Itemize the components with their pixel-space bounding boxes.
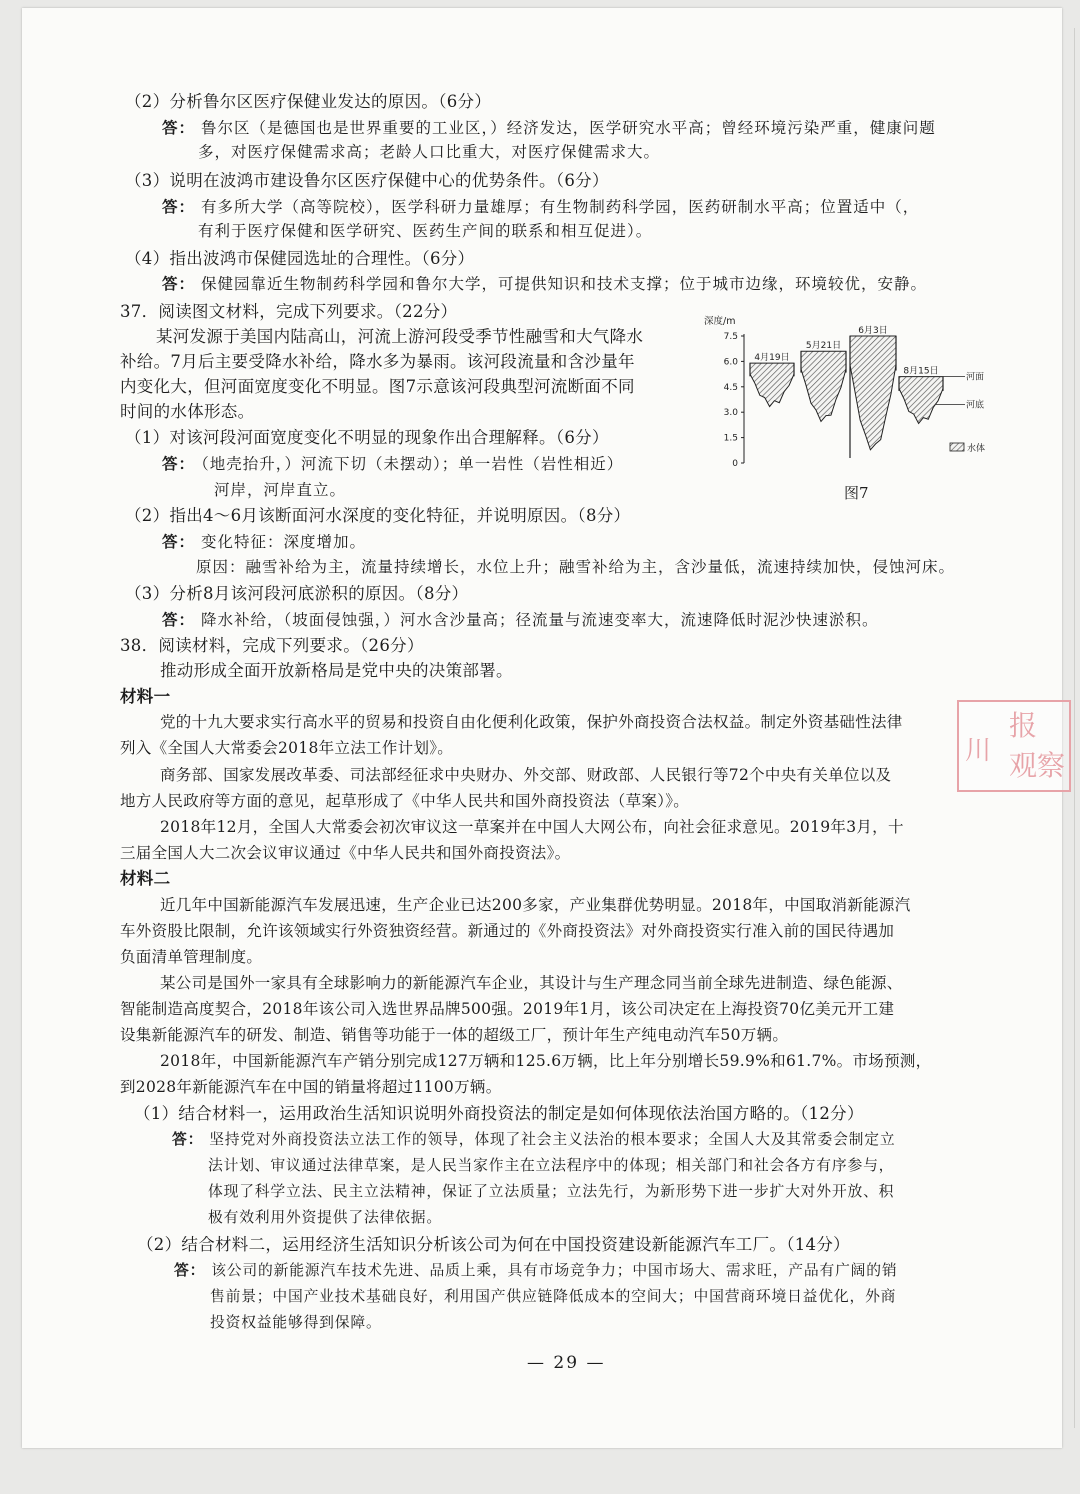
answer-label: 答： — [174, 1262, 206, 1279]
watermark-char: 川 — [965, 736, 992, 766]
material-2-line: 智能制造高度契合，2018年该公司入选世界品牌500强。2019年1月，该公司决定在上海投资70亿美元开工建 — [120, 1000, 895, 1018]
watermark-char: 报 — [1009, 709, 1038, 742]
y-axis-label: 深度/m — [704, 316, 736, 327]
q37-part3-answer — [162, 609, 879, 631]
water-body-section — [750, 363, 794, 407]
q36-part3-answer-cont: 有利于医疗保健和医学研究、医药生产间的联系和相互促进）。 — [198, 222, 653, 240]
q36-part2-answer — [162, 117, 936, 139]
q37-part2-answer — [162, 531, 366, 553]
q37-part2: （2）指出4～6月该断面河水深度的变化特征，并说明原因。（8分） — [125, 506, 631, 525]
answer-label: 答： — [162, 611, 196, 629]
q36-part3: （3）说明在波鸿市建设鲁尔区医疗保健中心的优势条件。（6分） — [125, 171, 609, 190]
y-tick-label: 1.5 — [723, 433, 738, 444]
material-2-line: 近几年中国新能源汽车发展迅速，生产企业已达200多家，产业集群优势明显。2018年，中国取消新能源汽 — [160, 896, 911, 914]
q37-material-line: 内变化大，但河面宽度变化不明显。图7示意该河段典型河流断面不同 — [120, 377, 635, 396]
material-2-line: 2018年，中国新能源汽车产销分别完成127万辆和125.6万辆，比上年分别增长59.9%和61.7%。市场预测， — [160, 1052, 932, 1070]
q37-material-line: 某河发源于美国内陆高山，河流上游河段受季节性融雪和大气降水 — [156, 327, 644, 346]
y-tick-label: 6.0 — [723, 357, 738, 368]
answer-text: 该公司的新能源汽车技术先进、品质上乘，具有市场竞争力；中国市场大、需求旺，产品有广阔的销 — [211, 1262, 898, 1279]
material-2-line: 某公司是国外一家具有全球影响力的新能源汽车企业，其设计与生产理念同当前全球先进制造、绿色能源、 — [160, 974, 903, 992]
exam-page — [22, 8, 1062, 1448]
material-1-line: 地方人民政府等方面的意见，起草形成了《中华人民共和国外商投资法（草案）》。 — [120, 792, 690, 810]
legend-label: 水体 — [967, 444, 986, 454]
q37-part1: （1）对该河段河面宽度变化不明显的现象作出合理解释。（6分） — [125, 428, 609, 447]
watermark-char: 察 — [1037, 749, 1066, 782]
answer-text: 鲁尔区（是德国也是世界重要的工业区，）经济发达，医学研究水平高；曾经环境污染严重，健康问题 — [201, 119, 936, 137]
q37-part1-answer — [162, 453, 623, 475]
answer-label: 答： — [162, 455, 196, 473]
water-body-section — [850, 336, 896, 450]
q38-part1-answer-cont: 法计划、审议通过法律草案，是人民当家作主在立法程序中的体现；相关部门和社会各方有序参与， — [208, 1157, 895, 1174]
q38-part1-answer-cont: 极有效利用外资提供了法律依据。 — [208, 1209, 442, 1226]
answer-text: 坚持党对外商投资法立法工作的领导，体现了社会主义法治的根本要求；全国人大及其常委会制定立 — [209, 1131, 896, 1148]
y-tick-label: 7.5 — [723, 332, 738, 342]
q38-part1-answer — [172, 1129, 895, 1151]
annotation-label: 河底 — [966, 400, 985, 411]
answer-text: 降水补给，（坡面侵蚀强，）河水含沙量高；径流量与流速变率大，流速降低时泥沙快速淤积。 — [201, 611, 879, 629]
page-edge-line — [1074, 28, 1075, 1428]
q38-intro: 推动形成全面开放新格局是党中央的决策部署。 — [160, 661, 513, 680]
material-2-heading: 材料二 — [120, 869, 171, 888]
watermark-char: 观 — [1009, 749, 1038, 782]
material-2-line: 到2028年新能源汽车在中国的销量将超过1100万辆。 — [120, 1078, 502, 1096]
material-1-line: 商务部、国家发展改革委、司法部经征求中央财办、外交部、财政部、人民银行等72个中央有关单位以及 — [160, 766, 892, 784]
answer-label: 答： — [162, 119, 196, 137]
annotation-label: 河面 — [966, 372, 985, 383]
material-1-line: 三届全国人大二次会议审议通过《中华人民共和国外商投资法》。 — [120, 844, 571, 862]
date-label: 5月21日 — [805, 341, 842, 352]
q38-part2: （2）结合材料二，运用经济生活知识分析该公司为何在中国投资建设新能源汽车工厂。（14分） — [137, 1235, 850, 1254]
q37-title: 37．阅读图文材料，完成下列要求。（22分） — [120, 302, 458, 321]
q36-part2: （2）分析鲁尔区医疗保健业发达的原因。（6分） — [125, 92, 492, 111]
watermark-stamp — [957, 700, 1071, 792]
material-2-line: 负面清单管理制度。 — [120, 948, 263, 966]
answer-label: 答： — [172, 1131, 204, 1148]
date-label: 4月19日 — [754, 353, 790, 364]
legend-swatch — [950, 443, 964, 451]
q36-part2-answer-cont: 多，对医疗保健需求高；老龄人口比重大，对医疗保健需求大。 — [198, 143, 661, 161]
material-1-line: 2018年12月，全国人大常委会初次审议这一草案并在中国人大网公布，向社会征求意见。2019年3月，十 — [160, 818, 904, 836]
q37-part3: （3）分析8月该河段河底淤积的原因。（8分） — [125, 584, 469, 603]
water-body-section — [899, 377, 943, 424]
material-1-line: 党的十九大要求实行高水平的贸易和投资自由化便利化政策，保护外商投资合法权益。制定外资基础性法律 — [160, 713, 903, 731]
answer-label: 答： — [162, 275, 196, 293]
q36-part3-answer — [162, 196, 919, 218]
material-2-line: 车外资股比限制，允许该领域实行外资独资经营。新通过的《外商投资法》对外商投资实行准入前的国民待遇加 — [120, 922, 895, 940]
figure-7-chart — [700, 311, 1000, 506]
q36-part4-answer — [162, 273, 927, 295]
answer-text: 变化特征：深度增加。 — [201, 533, 367, 551]
y-tick-label: 3.0 — [723, 408, 738, 419]
q37-part1-answer-cont: 河岸，河岸直立。 — [214, 481, 347, 499]
q38-title: 38．阅读材料，完成下列要求。（26分） — [120, 636, 424, 655]
q38-part2-answer-cont: 售前景；中国产业技术基础良好，利用国产供应链降低成本的空间大；中国营商环境日益优化，外商 — [210, 1288, 897, 1305]
answer-label: 答： — [162, 533, 196, 551]
page-number: — 29 — — [527, 1353, 606, 1373]
q38-part1: （1）结合材料一，运用政治生活知识说明外商投资法的制定是如何体现依法治国方略的。（12分） — [134, 1104, 864, 1123]
q37-part2-answer-cont: 原因：融雪补给为主，流量持续增长，水位上升；融雪补给为主，含沙量低，流速持续加快，侵蚀河床。 — [196, 558, 956, 576]
material-2-line: 设集新能源汽车的研发、制造、销售等功能于一体的超级工厂，预计年生产纯电动汽车50万辆。 — [120, 1026, 789, 1044]
answer-label: 答： — [162, 198, 196, 216]
material-1-line: 列入《全国人大常委会2018年立法工作计划》。 — [120, 739, 454, 757]
q38-part1-answer-cont: 体现了科学立法、民主立法精神，保证了立法质量；立法先行，为新形势下进一步扩大对外开放、积 — [208, 1183, 895, 1200]
water-body-section — [801, 351, 846, 421]
q36-part4: （4）指出波鸿市保健园选址的合理性。（6分） — [125, 249, 475, 268]
material-1-heading: 材料一 — [120, 687, 171, 706]
q38-part2-answer-cont: 投资权益能够得到保障。 — [210, 1314, 382, 1331]
answer-text: （地壳抬升，）河流下切（未摆动）；单一岩性（岩性相近） — [201, 455, 624, 473]
answer-text: 有多所大学（高等院校），医学科研力量雄厚；有生物制药科学园，医药研制水平高；位置适中（， — [201, 198, 920, 216]
q38-part2-answer — [174, 1260, 897, 1282]
date-label: 6月3日 — [858, 326, 888, 336]
q37-material-line: 时间的水体形态。 — [120, 402, 255, 421]
figure-caption: 图7 — [844, 484, 869, 502]
y-tick-label: 4.5 — [723, 382, 738, 393]
date-label: 8月15日 — [903, 366, 939, 377]
answer-text: 保健园靠近生物制药科学园和鲁尔大学，可提供知识和技术支撑；位于城市边缘，环境较优，安静。 — [201, 275, 928, 293]
y-tick-label: 0 — [732, 459, 738, 469]
q37-material-line: 补给。7月后主要受降水补给，降水多为暴雨。该河段流量和含沙量年 — [120, 352, 635, 371]
